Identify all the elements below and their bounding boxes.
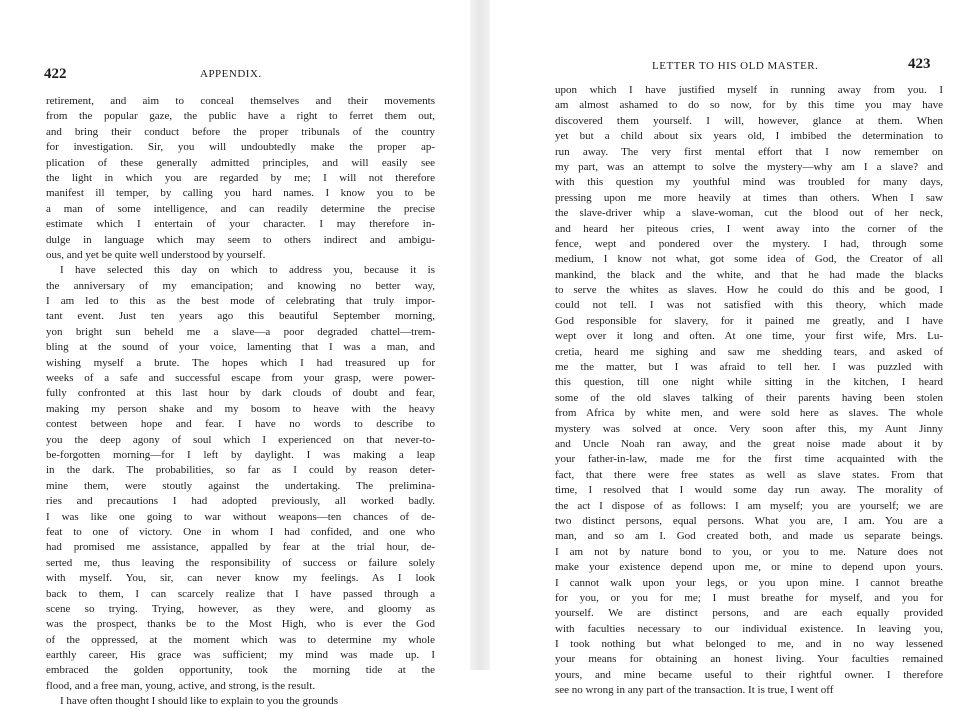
text-line: the light in which you are regarded by me; I will not therefore [46,171,435,184]
text-line: the anniversary of my emancipation; and knowing no better way, [46,279,435,292]
text-line: was the prospect, thanks be to the Most High, who is ever the God [46,618,435,631]
text-line: run away. The very first mental effort that I now remember on [555,145,943,158]
text-line: you the deep agony of soul which I experienced on that never-to- [46,433,435,446]
text-line: back to them, I can scarcely realize that I have passed through a [46,587,435,600]
text-line: the slave-driver whip a slave-woman, cut the blood out of her neck, [555,207,943,220]
text-line: with this question my youthful mind was troubled for many days, [555,176,943,189]
text-line: to serve the whites as slaves. How he could do this and be good, I [555,284,943,297]
text-line: I am not by nature bond to you, or you to me. Nature does not [555,545,943,558]
text-line: some of the old slaves talking of their parents having been stolen [555,391,943,404]
text-line: from Africa by white men, and were sold here as slaves. The whole [555,407,943,420]
text-line: serted me, thus leaving the responsibility of success or failure solely [46,556,435,569]
text-line: see no wrong in any part of the transaction. It is true, I went off [555,684,834,697]
text-line: upon which I have justified myself in running away from you. I [555,84,943,96]
text-line: had promised me assistance, appalled by fear at the trial hour, de- [46,541,435,554]
running-head: LETTER TO HIS OLD MASTER. [652,60,819,72]
text-line: scene so trying. Trying, however, as they were, and gloomy as [46,602,435,615]
text-line: with myself. You, sir, can never know my feelings. As I look [46,572,435,585]
text-line: in the dark. The probabilities, so far as I could by reason deter- [46,464,435,477]
text-line: I was like one going to war without weapons—ten chances of de- [46,510,435,523]
text-line: my part, was an attempt to solve the mystery—why am I a slave? and [555,160,943,173]
text-line: plication of these generally admitted principles, and will easily see [46,156,435,169]
text-line: yourself. We are distinct persons, and are each equally provided [555,607,943,620]
text-line: making my person shake and my bosom to heave with the heavy [46,402,435,415]
text-line: mystery was solved at once. Very soon after this, my Aunt Jinny [555,422,943,435]
text-line: medium, I know not what, got some idea of God, the Creator of all [555,253,943,266]
text-line: and Uncle Noah ran away, and the great noise made about it by [555,437,943,450]
text-line: I have selected this day on which to address you, because it is [60,264,435,277]
text-line: wept over it long and often. At one time, your first wife, Mrs. Lu- [555,330,943,343]
text-line: wishing myself a brute. The hopes which I had treasured up for [46,356,435,369]
text-line: fully confronted at this last hour by dark clouds of doubt and fear, [46,387,435,400]
text-line: yon bright sun beheld me a slave—a poor degraded chattel—trem- [46,325,435,338]
text-line: mankind, the black and the white, and that he had made the blacks [555,268,943,281]
text-line: for you, or you for me; I must breathe for myself, and you for [555,591,943,604]
text-line: I have often thought I should like to explain to you the grounds [60,695,339,708]
text-line: retirement, and aim to conceal themselves and their movements [46,95,435,107]
text-line: two distinct persons, equal persons. What you are, I am. You are a [555,514,943,527]
text-line: mine them, were stoutly against the undertaking. The prelimina- [46,479,435,492]
text-line: yet but a child about six years old, I imbibed the determination to [555,130,943,143]
text-line: of the oppressed, at the moment which was to determine my whole [46,633,435,646]
text-line: tant event. Just ten years ago this beautiful September morning, [46,310,435,323]
text-line: your means for obtaining an honest living. Your faculties remained [555,653,943,666]
running-head: APPENDIX. [200,68,262,80]
page-number: 423 [908,56,931,72]
left-page [0,0,470,708]
text-line: contest between hope and fear. I have no words to describe to [46,418,435,431]
book-gutter [470,0,490,670]
text-line: discovered them yourself. I will, however, glance at them. When [555,114,943,127]
right-page [490,0,980,697]
text-line: from the popular gaze, the public have a right to ferret them out, [46,110,435,123]
text-line: the act I dispose of as follows: I am myself; you are yourself; we are [555,499,943,512]
page-number: 422 [44,66,67,82]
text-line: cretia, heard me sighing and saw me shedding tears, and asked of [555,345,943,358]
text-line: could not tell. I was not satisfied with this theory, which made [555,299,943,312]
text-line: embraced the golden opportunity, took the morning tide at the [46,664,435,677]
text-line: yours, and mine became useful to their rightful owner. I therefore [555,668,943,681]
text-line: your father-in-law, made me for the first time acquainted with the [555,453,943,466]
text-line: feat to one of victory. One in whom I had confided, and one who [46,525,435,538]
text-line: make your existence depend upon me, or mine to depend upon yours. [555,561,943,574]
text-line: estimate which I entertain of your character. I may therefore in- [46,218,435,231]
text-line: weeks of a safe and successful escape from your grasp, were power- [46,372,435,385]
text-line: I cannot walk upon your legs, or you upon mine. I cannot breathe [555,576,943,589]
text-line: man, and so am I. God created both, and made us separate beings. [555,530,943,543]
text-line: dulge in language which may seem to others indirect and ambigu- [46,233,435,246]
text-line: me the matter, but I was afraid to tell her. I was puzzled with [555,361,943,374]
text-line: for investigation. Sir, you will undoubtedly make the proper ap- [46,141,435,154]
text-line: earthly career, His grace was sufficient; my mind was made up. I [46,649,435,662]
text-line: I took nothing but what belonged to me, and in no way lessened [555,638,943,651]
text-line: be-forgotten morning—for I left by daylight. I was making a leap [46,448,435,461]
text-line: and heard her piteous cries, I went away into the corner of the [555,222,943,235]
text-line: with faculties necessary to our individual existence. In leaving you, [555,622,943,635]
text-line: flood, and a free man, young, active, and strong, is the result. [46,679,316,692]
text-column [46,94,435,710]
text-line: fact, that there were free states as well as slave states. From that [555,468,943,481]
text-line: time, I resolved that I would some day run away. The morality of [555,484,943,497]
text-line: I am led to this as the best mode of celebrating that truly impor- [46,295,435,308]
text-line: ries and precautions I had adopted previously, all worked badly. [46,495,435,508]
text-line: God responsible for slavery, for it pained me greatly, and I have [555,314,943,327]
text-line: bling at the sound of your voice, lamenting that I was a man, and [46,341,435,354]
text-line: this question, till one night while sitting in the kitchen, I heard [555,376,943,389]
text-line: ous, and yet be quite well understood by yourself. [46,248,266,261]
text-line: pressing upon me more heavily at times than others. When I saw [555,191,943,204]
text-column [555,83,943,699]
text-line: manifest ill temper, by calling you hard names. I know you to be [46,187,435,200]
text-line: fence, wept and pondered over the mystery. I had, through some [555,237,943,250]
text-line: a man of some intelligence, and can readily determine the precise [46,202,435,215]
text-line: and bring their conduct before the proper tribunals of the country [46,125,435,138]
text-line: am almost ashamed to do so now, for by this time you may have [555,99,943,112]
